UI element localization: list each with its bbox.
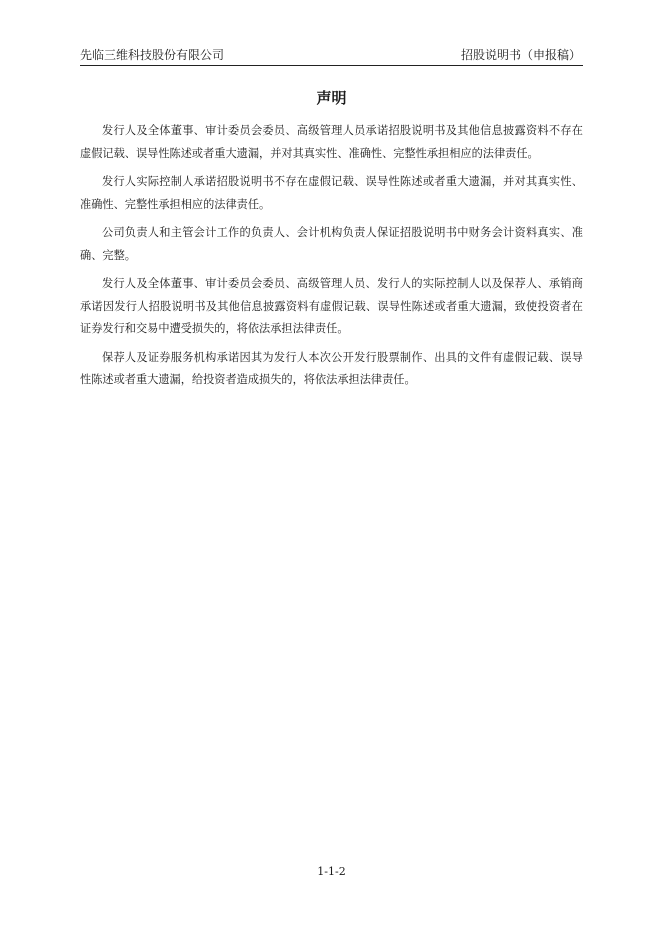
- page-header: [80, 47, 583, 66]
- declaration-paragraph-accounting: 公司负责人和主管会计工作的负责人、会计机构负责人保证招股说明书中财务会计资料真实、准确、完整。: [80, 226, 583, 262]
- declaration-paragraph-controller: 发行人实际控制人承诺招股说明书不存在虚假记载、误导性陈述或者重大遗漏，并对其真实性、准确性、完整性承担相应的法律责任。: [80, 175, 583, 211]
- header-company-name: 先临三维科技股份有限公司: [80, 48, 225, 62]
- declaration-paragraph-sponsor: 保荐人及证券服务机构承诺因其为发行人本次公开发行股票制作、出具的文件有虚假记载、误导性陈述或者重大遗漏，给投资者造成损失的，将依法承担法律责任。: [80, 350, 583, 386]
- declaration-paragraph-issuer: 发行人及全体董事、审计委员会委员、高级管理人员承诺招股说明书及其他信息披露资料不存在虚假记载、误导性陈述或者重大遗漏，并对其真实性、准确性、完整性承担相应的法律责任。: [80, 124, 583, 160]
- page-number: 1-1-2: [317, 865, 346, 878]
- declaration-paragraph-liability: 发行人及全体董事、审计委员会委员、高级管理人员、发行人的实际控制人以及保荐人、承销商承诺因发行人招股说明书及其他信息披露资料有虚假记载、误导性陈述或者重大遗漏，致使投资者在证券发行和交易中遭受损失的，将依法承担法律责任。: [80, 277, 583, 335]
- declaration-body: [80, 120, 583, 398]
- header-document-type: 招股说明书（申报稿）: [460, 48, 581, 62]
- page-title: 声明: [316, 89, 347, 107]
